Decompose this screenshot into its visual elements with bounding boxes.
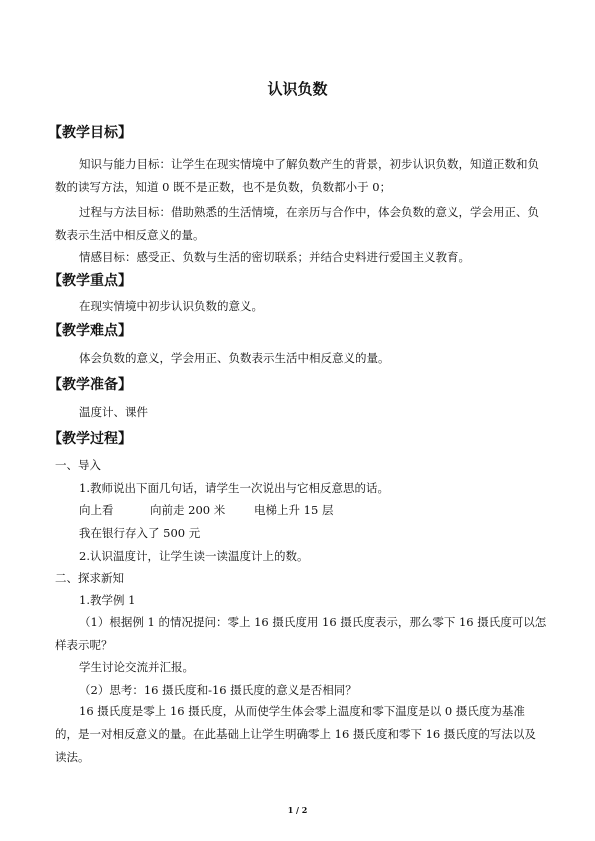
intro-phrase-2: 向前走 200 米 [150,503,226,517]
explore-answer: 16 摄氏度是零上 16 摄氏度，从而使学生体会零上温度和零下温度是以 0 摄氏度为基准的，是一对相反意义的量。在此基础上让学生明确零上 16 摄氏度和零下 16 摄氏度的写法以及读法。 [55,704,536,764]
page-title: 认识负数 [267,80,328,98]
explore-title: 二、探求新知 [55,571,124,585]
intro-phrase-3: 电梯上升 15 层 [254,503,334,517]
explore-discuss: 学生讨论交流并汇报。 [79,660,194,674]
explore-question-2: （2）思考：16 摄氏度和-16 摄氏度的意义是否相同？ [79,683,357,697]
key-points-heading: 【教学重点】 [48,273,132,289]
goals-emotion-paragraph: 情感目标：感受正、负数与生活的密切联系；并结合史料进行爱国主义教育。 [79,250,470,264]
intro-title: 一、导入 [55,458,101,472]
explore-example: 1.教学例 1 [79,593,136,607]
page-number: 1 / 2 [287,805,308,815]
goals-process-paragraph: 过程与方法目标：借助熟悉的生活情境，在亲历与合作中，体会负数的意义，学会用正、负数表示生活中相反意义的量。 [55,205,539,242]
intro-phrase-1: 向上看 [79,503,114,517]
preparation-heading: 【教学准备】 [48,377,132,393]
process-heading: 【教学过程】 [48,431,132,447]
preparation-text: 温度计、课件 [79,405,148,419]
difficulties-heading: 【教学难点】 [48,323,132,339]
goals-knowledge-paragraph: 知识与能力目标：让学生在现实情境中了解负数产生的背景，初步认识负数，知道正数和负数的读写方法，知道 0 既不是正数，也不是负数，负数都小于 0； [55,157,539,194]
intro-step-1: 1.教师说出下面几句话，请学生一次说出与它相反意思的话。 [79,481,389,495]
intro-step-2: 2.认识温度计，让学生读一读温度计上的数。 [79,549,309,563]
difficulties-text: 体会负数的意义，学会用正、负数表示生活中相反意义的量。 [79,351,390,365]
key-points-text: 在现实情境中初步认识负数的意义。 [79,299,263,313]
goals-heading: 【教学目标】 [48,125,132,141]
explore-question-1: （1）根据例 1 的情况提问：零上 16 摄氏度用 16 摄氏度表示，那么零下 16 摄氏度可以怎样表示呢？ [55,615,547,652]
intro-phrase-4: 我在银行存入了 500 元 [79,526,201,540]
